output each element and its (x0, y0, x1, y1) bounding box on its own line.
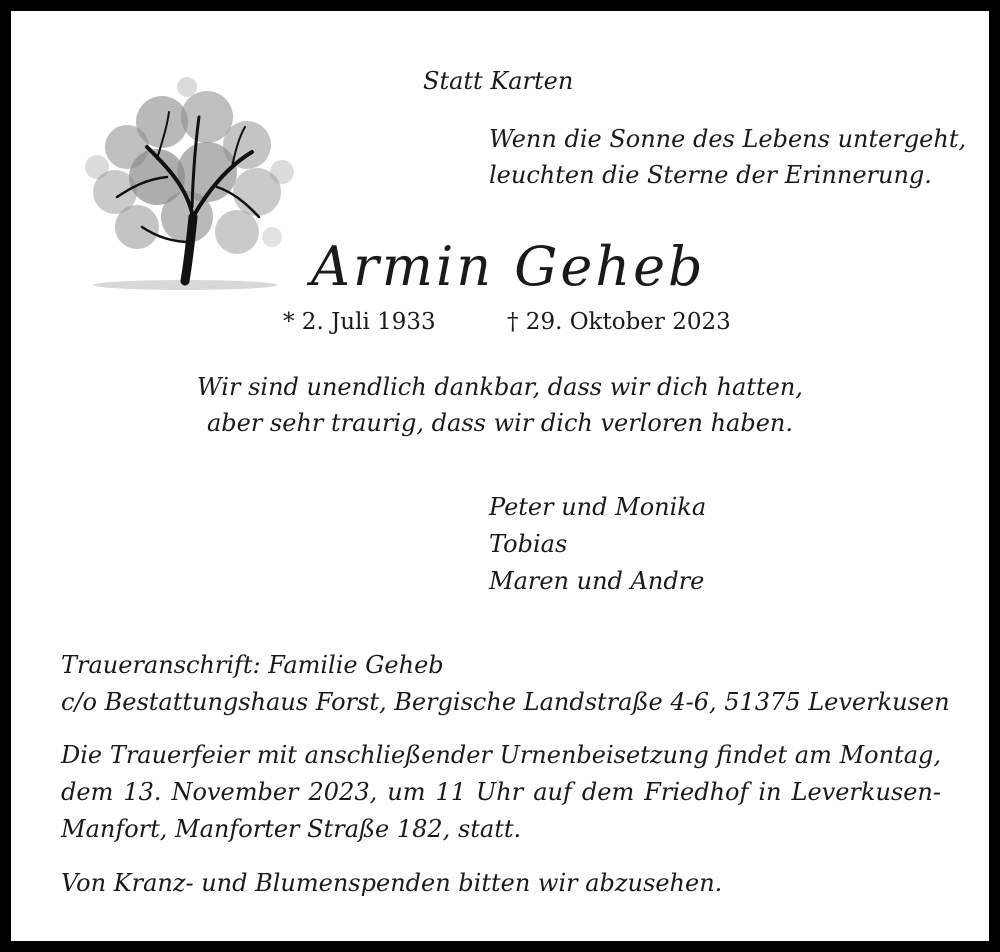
flowers-note: Von Kranz- und Blumenspenden bitten wir abzusehen. (61, 869, 723, 897)
quote-middle-line: aber sehr traurig, dass wir dich verloren haben. (206, 409, 794, 437)
family-member: Maren und Andre (489, 567, 705, 595)
birth-date: * 2. Juli 1933 (283, 309, 436, 335)
quote-middle-line: Wir sind unendlich dankbar, dass wir dich hatten, (197, 373, 803, 401)
family-member: Peter und Monika (489, 493, 707, 521)
mourning-address (61, 647, 950, 721)
header-statt-karten: Statt Karten (423, 67, 574, 95)
address-line: Traueranschrift: Familie Geheb (61, 651, 444, 679)
quote-top-line: Wenn die Sonne des Lebens untergeht, (489, 125, 967, 153)
quote-top-line: leuchten die Sterne der Erinnerung. (489, 161, 932, 189)
quote-top (489, 121, 966, 193)
tree-icon (67, 67, 303, 299)
family-member: Tobias (489, 530, 568, 558)
ceremony-info: Die Trauerfeier mit anschließender Urnenbeisetzung findet am Montag, dem 13. November 2023, um 11 Uhr auf dem Friedhof in Leverkusen-Manfort, Manforter Straße 182, statt. (61, 741, 941, 843)
deceased-name: Armin Geheb (311, 235, 706, 298)
family-signatures (489, 489, 706, 600)
address-line: c/o Bestattungshaus Forst, Bergische Landstraße 4-6, 51375 Leverkusen (61, 688, 950, 716)
death-date: † 29. Oktober 2023 (507, 309, 731, 335)
quote-middle (11, 369, 989, 441)
